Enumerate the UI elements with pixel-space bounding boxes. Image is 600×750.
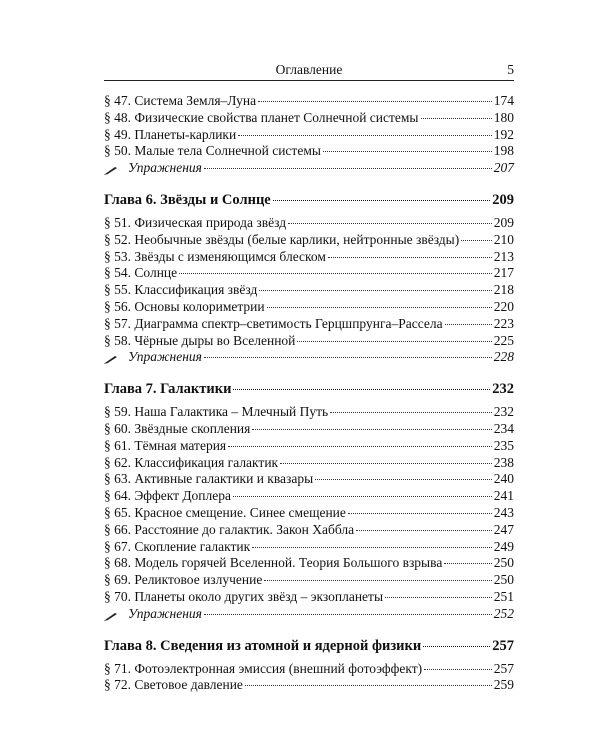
dot-leader <box>385 597 492 598</box>
toc-page-number: 220 <box>493 298 514 314</box>
toc-page-number: 240 <box>493 471 514 487</box>
toc-item-row[interactable] <box>104 316 514 333</box>
toc-page-number: 251 <box>493 588 514 604</box>
toc-entry-title: § 62. Классификация галактик <box>104 454 279 470</box>
toc-item-row[interactable] <box>104 127 514 144</box>
toc-entry-title: Упражнения <box>128 605 202 621</box>
dot-leader <box>330 412 492 413</box>
toc-entry-title: Упражнения <box>128 160 202 176</box>
toc-entry-title: § 47. Система Земля–Луна <box>104 93 257 108</box>
toc-page-number: 232 <box>493 404 514 420</box>
toc-entry-title: § 48. Физические свойства планет Солнечной системы <box>104 109 419 125</box>
toc-page-number: 247 <box>493 521 514 537</box>
toc-entry-title: § 64. Эффект Доплера <box>104 488 232 504</box>
dot-leader <box>328 257 492 258</box>
dot-leader <box>204 357 492 358</box>
toc-page-number: 225 <box>493 332 514 348</box>
toc-entry-title: § 60. Звёздные скопления <box>104 420 251 436</box>
toc-entry-title: § 55. Классификация звёзд <box>104 282 258 298</box>
dot-leader <box>297 341 491 342</box>
toc-entry-title: § 49. Планеты-карлики <box>104 126 237 142</box>
toc-entry-title: § 53. Звёзды с изменяющимся блеском <box>104 248 326 264</box>
toc-item-row[interactable] <box>104 333 514 350</box>
toc-entry-title: § 63. Активные галактики и квазары <box>104 471 314 487</box>
toc-item-row[interactable] <box>104 404 514 421</box>
toc-exercise-row[interactable] <box>104 349 514 366</box>
toc-page-number: 250 <box>493 572 514 588</box>
toc-item-row[interactable] <box>104 539 514 556</box>
toc-page-number: 192 <box>493 126 514 142</box>
page-number: 5 <box>507 62 514 77</box>
dot-leader <box>233 389 490 390</box>
toc-item-row[interactable] <box>104 455 514 472</box>
toc-item-row[interactable] <box>104 249 514 266</box>
toc-page-number: 217 <box>493 265 514 281</box>
toc-page-number: 257 <box>492 637 514 654</box>
dot-leader <box>280 463 492 464</box>
dot-leader <box>424 669 492 670</box>
toc-page-number: 250 <box>493 555 514 571</box>
toc-entry-title: § 57. Диаграмма спектр–светимость Герцшпрунга–Рассела <box>104 315 443 331</box>
dot-leader <box>233 496 492 497</box>
toc-page-number: 252 <box>493 605 514 621</box>
pencil-icon <box>104 163 118 173</box>
dot-leader <box>245 685 492 686</box>
toc-entry-title: § 61. Тёмная материя <box>104 437 227 453</box>
toc-page-number: 218 <box>493 282 514 298</box>
toc-page-number: 198 <box>493 143 514 159</box>
dot-leader <box>238 135 492 136</box>
toc-entry-title: Глава 7. Галактики <box>104 381 232 398</box>
toc-entry-title: Упражнения <box>128 349 202 365</box>
toc-page-number: 259 <box>493 677 514 693</box>
toc-entry-title: § 66. Расстояние до галактик. Закон Хаббла <box>104 521 355 537</box>
dot-leader <box>252 429 491 430</box>
toc-page-number: 210 <box>493 231 514 247</box>
toc-entry-title: § 59. Наша Галактика – Млечный Путь <box>104 404 329 420</box>
dot-leader <box>259 290 491 291</box>
toc-page-number: 234 <box>493 420 514 436</box>
toc-exercise-row[interactable] <box>104 160 514 177</box>
toc-entry-title: § 67. Скопление галактик <box>104 538 251 554</box>
dot-leader <box>267 307 492 308</box>
toc-item-row[interactable] <box>104 110 514 127</box>
running-header <box>104 58 514 81</box>
toc-item-row[interactable] <box>104 505 514 522</box>
toc-item-row[interactable] <box>104 282 514 299</box>
toc-page-number: 238 <box>493 454 514 470</box>
toc-item-row[interactable] <box>104 143 514 160</box>
toc-item-row[interactable] <box>104 522 514 539</box>
toc-item-row[interactable] <box>104 299 514 316</box>
dot-leader <box>258 101 492 102</box>
toc-page-number: 174 <box>493 93 514 108</box>
toc-item-row[interactable] <box>104 215 514 232</box>
toc-item-row[interactable] <box>104 572 514 589</box>
toc-entry-title: § 58. Чёрные дыры во Вселенной <box>104 332 296 348</box>
dot-leader <box>264 580 491 581</box>
dot-leader <box>421 118 492 119</box>
toc-entry-title: § 68. Модель горячей Вселенной. Теория Большого взрыва <box>104 555 443 571</box>
toc-chapter-row[interactable] <box>104 378 514 400</box>
toc-page-number: 257 <box>493 660 514 676</box>
toc-page-number: 235 <box>493 437 514 453</box>
toc-entry-title: § 50. Малые тела Солнечной системы <box>104 143 321 159</box>
toc-item-row[interactable] <box>104 232 514 249</box>
toc-chapter-row[interactable] <box>104 189 514 211</box>
dot-leader <box>423 646 490 647</box>
toc-chapter-row[interactable] <box>104 635 514 657</box>
toc-page-number: 209 <box>493 214 514 230</box>
toc-item-row[interactable] <box>104 438 514 455</box>
toc-entry-title: § 70. Планеты около других звёзд – экзопланеты <box>104 588 384 604</box>
toc-page-number: 223 <box>493 315 514 331</box>
table-of-contents <box>104 93 514 694</box>
toc-item-row[interactable] <box>104 471 514 488</box>
toc-entry-title: § 69. Реликтовое излучение <box>104 572 263 588</box>
dot-leader <box>348 513 492 514</box>
toc-page-number: 232 <box>492 381 514 398</box>
dot-leader <box>228 446 492 447</box>
toc-page-number: 180 <box>493 109 514 125</box>
dot-leader <box>461 240 492 241</box>
dot-leader <box>356 530 492 531</box>
toc-page-number: 209 <box>492 191 514 208</box>
pencil-icon <box>104 609 118 619</box>
toc-page-number: 228 <box>493 349 514 365</box>
toc-item-row[interactable] <box>104 93 514 110</box>
toc-entry-title: § 52. Необычные звёзды (белые карлики, нейтронные звёзды) <box>104 231 460 247</box>
toc-exercise-row[interactable] <box>104 606 514 623</box>
toc-entry-title: § 71. Фотоэлектронная эмиссия (внешний фотоэффект) <box>104 660 423 676</box>
dot-leader <box>273 200 491 201</box>
toc-page-number: 213 <box>493 248 514 264</box>
toc-entry-title: § 51. Физическая природа звёзд <box>104 214 287 230</box>
toc-entry-title: § 56. Основы колориметрии <box>104 298 265 314</box>
toc-item-row[interactable] <box>104 488 514 505</box>
dot-leader <box>444 563 491 564</box>
toc-page-number: 241 <box>493 488 514 504</box>
pencil-icon <box>104 352 118 362</box>
dot-leader <box>315 479 492 480</box>
dot-leader <box>252 547 492 548</box>
dot-leader <box>179 273 492 274</box>
dot-leader <box>323 151 492 152</box>
toc-item-row[interactable] <box>104 421 514 438</box>
toc-entry-title: Глава 6. Звёзды и Солнце <box>104 191 271 208</box>
toc-item-row[interactable] <box>104 589 514 606</box>
toc-entry-title: Глава 8. Сведения из атомной и ядерной физики <box>104 637 422 654</box>
toc-entry-title: § 72. Световое давление <box>104 677 243 693</box>
toc-item-row[interactable] <box>104 265 514 282</box>
toc-item-row[interactable] <box>104 555 514 572</box>
toc-page-number: 249 <box>493 538 514 554</box>
toc-page-number: 207 <box>493 160 514 176</box>
dot-leader <box>288 223 492 224</box>
toc-item-row[interactable] <box>104 677 514 694</box>
toc-page-number: 243 <box>493 504 514 520</box>
dot-leader <box>204 168 492 169</box>
dot-leader <box>445 324 492 325</box>
dot-leader <box>204 614 492 615</box>
running-header-title: Оглавление <box>275 62 343 77</box>
toc-entry-title: § 54. Солнце <box>104 265 178 281</box>
toc-item-row[interactable] <box>104 661 514 678</box>
toc-entry-title: § 65. Красное смещение. Синее смещение <box>104 504 346 520</box>
